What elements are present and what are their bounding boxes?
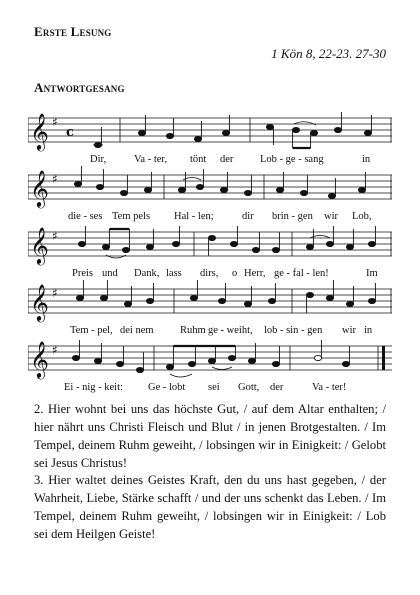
svg-text:c: c: [66, 125, 74, 140]
lyric: Lob,: [352, 211, 372, 222]
svg-text:♯: ♯: [52, 172, 58, 186]
lyric: Ei - nig - keit:: [64, 382, 123, 393]
lyric: in: [364, 325, 373, 336]
lyric: brin - gen: [272, 211, 313, 222]
lyric: o: [232, 268, 238, 279]
svg-text:𝄞: 𝄞: [30, 283, 49, 321]
scripture-reference: 1 Kön 8, 22-23. 27-30: [271, 46, 386, 61]
lyric: Tem - pel,: [70, 325, 113, 336]
lyric: Ruhm: [180, 325, 206, 336]
lyric: lob - sin - gen: [264, 325, 323, 336]
lyric: wir: [324, 211, 338, 222]
lyric: ge - fal - len!: [274, 268, 329, 279]
lyric: sei: [208, 382, 220, 393]
lyric: die - ses: [68, 211, 103, 222]
svg-text:♯: ♯: [52, 286, 58, 300]
lyric: Dank,: [134, 268, 160, 279]
lyric: Hal - len;: [174, 211, 214, 222]
lyric: Lob - ge - sang: [260, 154, 324, 165]
lyric: in: [362, 154, 371, 165]
lyric: Va - ter!: [312, 382, 347, 393]
music-staff-1: [28, 108, 392, 168]
lyric: und: [102, 268, 118, 279]
stanza-3: 3. Hier waltet deines Geistes Kraft, den du uns hast gegeben, / der Wahrheit, Liebe, Stärke schafft / und der uns schenkt das Leben. / Im Tempel, deinem Ruhm geweiht, / lobsingen wir in Einigkeit: / Lob sei dem Heilgen Geiste!: [34, 473, 386, 541]
lyric: Preis: [72, 268, 93, 279]
music-staff-5: [28, 336, 392, 396]
stanza-2: 2. Hier wohnt bei uns das höchste Gut, / auf dem Altar enthalten; / hier nährt uns Christi Fleisch und Blut / in jenen Brotgestalten. / Im Tempel, deinem Ruhm geweiht, / lobsingen wir in Einigkeit: / Gelobt sei Jesus Christus!: [34, 402, 386, 470]
svg-text:♯: ♯: [52, 229, 58, 243]
lyric: wir: [342, 325, 356, 336]
lyric: Tem pels: [112, 211, 151, 222]
lyric: dir: [242, 211, 254, 222]
lyric: tönt: [190, 154, 207, 165]
svg-text:𝄞: 𝄞: [30, 112, 49, 150]
lyric: Gott,: [238, 382, 260, 393]
music-staff-4: [28, 279, 392, 339]
svg-text:♯: ♯: [52, 343, 58, 357]
lyric: dirs,: [200, 268, 219, 279]
svg-text:𝄞: 𝄞: [30, 169, 49, 207]
lyric: Herr,: [244, 268, 266, 279]
section-title: Antwortgesang: [34, 80, 125, 95]
reading-title: Erste Lesung: [34, 24, 112, 39]
lyric: ge - weiht,: [208, 325, 253, 336]
music-staff-3: [28, 222, 392, 282]
svg-text:𝄞: 𝄞: [30, 340, 49, 378]
svg-text:𝄞: 𝄞: [30, 226, 49, 264]
lyric: Ge - lobt: [148, 382, 186, 393]
lyric: Va - ter,: [134, 154, 168, 165]
svg-text:♯: ♯: [52, 115, 58, 129]
lyric: lass: [166, 268, 182, 279]
lyric: Im: [366, 268, 378, 279]
lyric: Dir,: [90, 154, 107, 165]
lyric: der: [270, 382, 284, 393]
lyric: der: [220, 154, 234, 165]
lyric: dei nem: [120, 325, 154, 336]
music-staff-2: [28, 165, 392, 225]
